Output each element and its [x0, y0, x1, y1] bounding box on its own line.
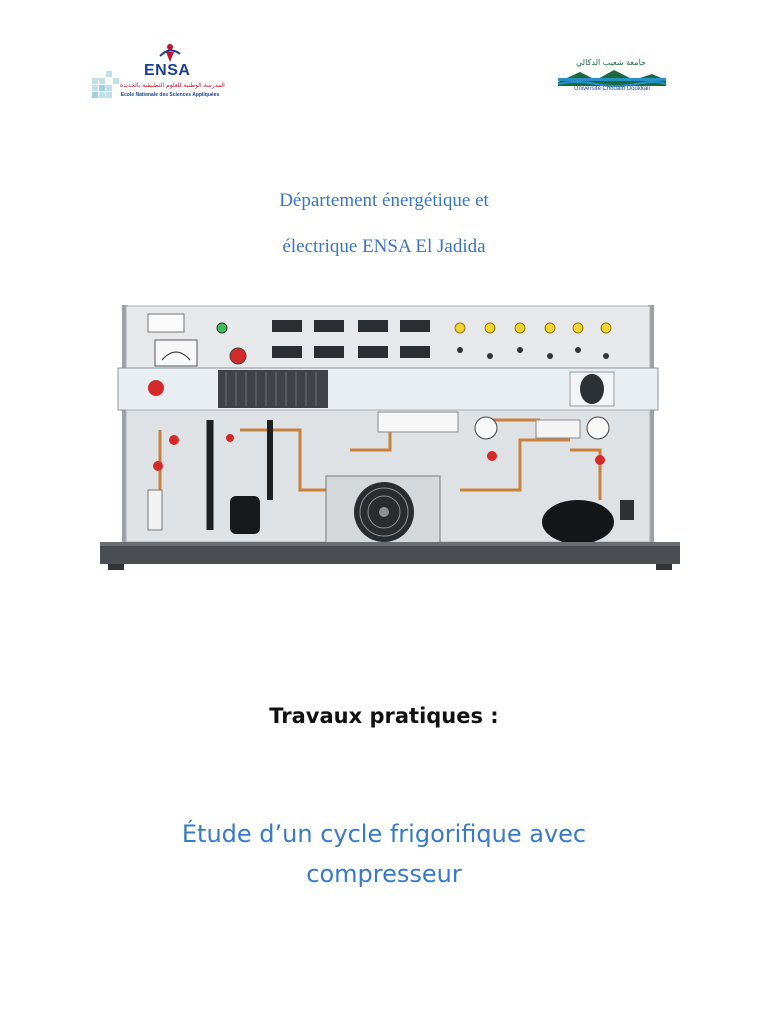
university-logo-french: Université Chouaïb Doukkali	[574, 86, 650, 92]
control-panel	[126, 306, 650, 370]
document-title-line-2: compresseur	[306, 860, 462, 888]
ensa-logo-arabic: المدرسة الوطنية للعلوم التطبيقية بالجديدة	[120, 82, 225, 89]
ensa-logo	[90, 42, 225, 104]
university-logo-arabic: جامعة شعيب الدكالي	[576, 58, 646, 67]
ensa-logo-french: Ecole Nationale des Sciences Appliquées	[120, 92, 220, 98]
university-logo	[556, 58, 668, 96]
refrigeration-trainer-bench-icon	[100, 300, 680, 575]
ensa-logo-text: ENSA	[144, 62, 191, 79]
document-title-line-1: Étude d’un cycle frigorifique avec	[181, 820, 587, 848]
department-line-1: Département énergétique et	[279, 190, 489, 211]
compressor	[542, 500, 614, 544]
logo-tiles	[92, 71, 119, 98]
document-label: Travaux pratiques :	[269, 704, 499, 728]
document-title	[0, 814, 768, 894]
department-line-2: électrique ENSA El Jadida	[282, 236, 486, 257]
